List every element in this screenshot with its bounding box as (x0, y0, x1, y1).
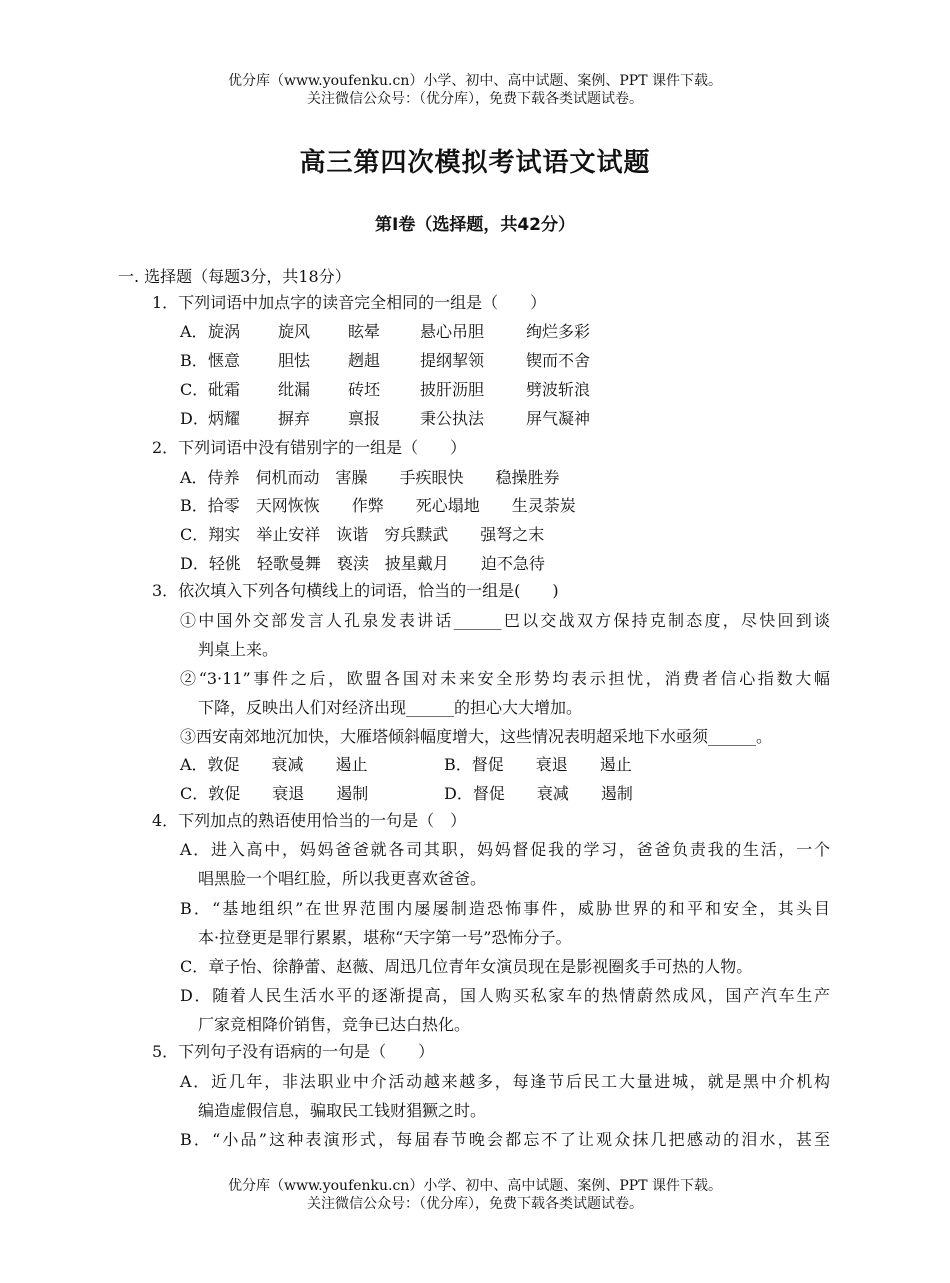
footer-line-2: 关注微信公众号：（优分库），免费下载各类试题试卷。 (307, 1196, 643, 1212)
q5-option-b: B．“小品”这种表演形式，每届春节晚会都忘不了让观众抹几把感动的泪水，甚至 (180, 1130, 830, 1149)
q1-option-b: B．惬意 胆怯 趔趄 提纲挈领 锲而不舍 (180, 351, 591, 370)
q3-sentence-1: ①中国外交部发言人孔泉发表讲话______巴以交战双方保持克制态度，尽快回到谈 (180, 611, 830, 630)
q3-sentence-1-cont: 判桌上来。 (198, 640, 279, 659)
section-subtitle: 第Ⅰ卷（选择题，共42分） (375, 215, 575, 235)
header-line-1: 优分库（www.youfenku.cn）小学、初中、高中试题、案例、PPT 课件下载。 (227, 73, 722, 89)
header-line-2: 关注微信公众号：（优分库），免费下载各类试题试卷。 (307, 91, 643, 107)
q2-option-c: C．翔实 举止安祥 诙谐 穷兵黩武 强弩之末 (180, 525, 545, 544)
q1-option-c: C．砒霜 纰漏 砖坯 披肝沥胆 劈波斩浪 (180, 380, 591, 399)
q2-stem: 2．下列词语中没有错别字的一组是（ ） (152, 438, 467, 457)
q4-option-b-cont: 本·拉登更是罪行累累，堪称“天字第一号”恐怖分子。 (198, 928, 572, 947)
section-heading: 一. 选择题（每题3分，共18分） (118, 267, 351, 286)
page-title: 高三第四次模拟考试语文试题 (299, 148, 651, 178)
q2-option-b: B．拾零 天网恢恢 作弊 死心塌地 生灵荼炭 (180, 496, 576, 515)
q1-option-d: D．炳耀 摒弃 禀报 秉公执法 屏气凝神 (180, 409, 591, 428)
q3-sentence-3: ③西安南郊地沉加快，大雁塔倾斜幅度增大，这些情况表明超采地下水亟须______。 (180, 727, 773, 746)
q1-option-a: A．旋涡 旋风 眩晕 悬心吊胆 绚烂多彩 (180, 322, 591, 341)
q2-option-a: A．侍养 伺机而动 害臊 手疾眼快 稳操胜券 (180, 468, 560, 487)
q4-option-a-cont: 唱黑脸一个唱红脸，所以我更喜欢爸爸。 (198, 869, 487, 888)
q4-option-d-cont: 厂家竞相降价销售，竞争已达白热化。 (198, 1015, 471, 1034)
q4-option-a: A．进入高中，妈妈爸爸就各司其职，妈妈督促我的学习，爸爸负责我的生活，一个 (180, 840, 830, 859)
q1-stem: 1．下列词语中加点字的读音完全相同的一组是（ ） (152, 293, 547, 312)
q4-option-b: B．“基地组织”在世界范围内屡屡制造恐怖事件，威胁世界的和平和安全，其头目 (180, 899, 830, 918)
q5-stem: 5．下列句子没有语病的一句是（ ） (152, 1042, 435, 1061)
q3-option-b: B．督促 衰退 遏止 (444, 755, 632, 774)
footer-line-1: 优分库（www.youfenku.cn）小学、初中、高中试题、案例、PPT 课件下载。 (227, 1178, 722, 1194)
q5-option-a: A．近几年，非法职业中介活动越来越多，每逢节后民工大量进城，就是黑中介机构 (180, 1072, 830, 1091)
q3-sentence-2-cont: 下降，反映出人们对经济出现______的担心大大增加。 (198, 698, 583, 717)
q2-option-d: D．轻佻 轻歌曼舞 亵渎 披星戴月 迫不急待 (180, 554, 545, 573)
q4-stem: 4．下列加点的熟语使用恰当的一句是（ ） (152, 811, 467, 830)
q3-option-d: D．督促 衰减 遏制 (444, 784, 633, 803)
q3-sentence-2: ②“3·11”事件之后，欧盟各国对未来安全形势均表示担忧，消费者信心指数大幅 (180, 669, 830, 688)
q5-option-a-cont: 编造虚假信息，骗取民工钱财猖獗之时。 (198, 1101, 487, 1120)
q3-option-c: C．敦促 衰退 遏制 (180, 784, 369, 803)
q3-stem: 3．依次填入下列各句横线上的词语，恰当的一组是( ) (152, 581, 559, 600)
q4-option-d: D．随着人民生活水平的逐渐提高，国人购买私家车的热情蔚然成风，国产汽车生产 (180, 986, 830, 1005)
q3-option-a: A．敦促 衰减 遏止 (180, 755, 368, 774)
q4-option-c: C．章子怡、徐静蕾、赵薇、周迅几位青年女演员现在是影视圈炙手可热的人物。 (180, 957, 753, 976)
